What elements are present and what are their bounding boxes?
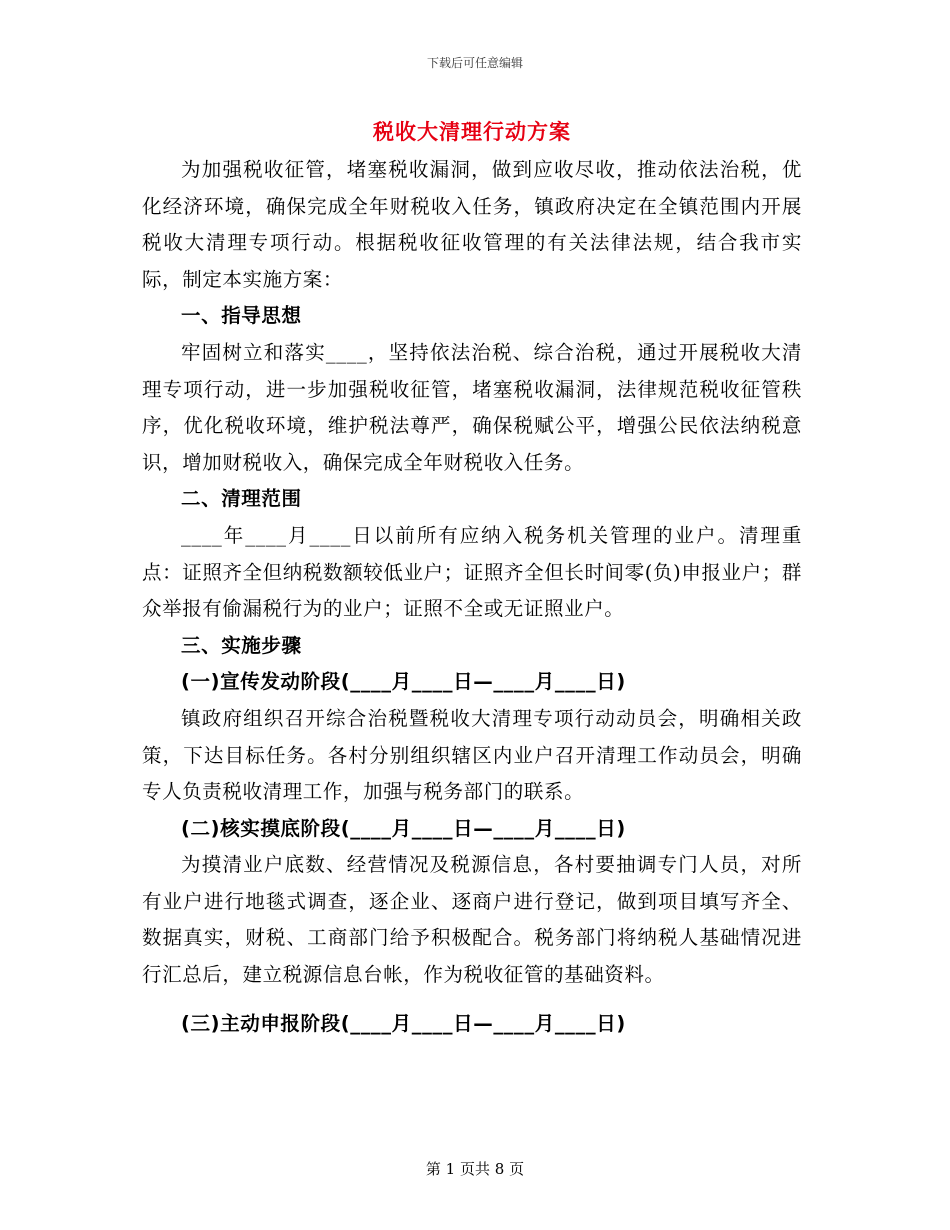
stage-body-publicity: 镇政府组织召开综合治税暨税收大清理专项行动动员会，明确相关政策，下达目标任务。各村分别组织辖区内业户召开清理工作动员会，明确专人负责税收清理工作，加强与税务部门的联系。 [142, 706, 802, 804]
paragraph-spacer [142, 994, 802, 1006]
document-body [142, 112, 802, 1042]
stage-heading-declaration: (三)主动申报阶段(____月____日—____月____日) [181, 1011, 626, 1035]
section-heading-guiding-ideology: 一、指导思想 [181, 304, 302, 328]
section-heading-steps: 三、实施步骤 [181, 633, 302, 657]
stage-heading-publicity: (一)宣传发动阶段(____月____日—____月____日) [181, 670, 626, 694]
page-footer-page-number: 第 1 页共 8 页 [425, 1160, 525, 1178]
section-body-scope: ____年____月____日以前所有应纳入税务机关管理的业户。清理重点：证照齐全但纳税数额较低业户；证照齐全但长时间零(负)申报业户；群众举报有偷漏税行为的业户；证照不全或无证照业户。 [142, 523, 802, 621]
document-title: 税收大清理行动方案 [373, 120, 571, 144]
stage-body-verification: 为摸清业户底数、经营情况及税源信息，各村要抽调专门人员，对所有业户进行地毯式调查，逐企业、逐商户进行登记，做到项目填写齐全、数据真实，财税、工商部门给予积极配合。税务部门将纳税人基础情况进行汇总后，建立税源信息台帐，作为税收征管的基础资料。 [142, 853, 802, 987]
page-header-note: 下载后可任意编辑 [426, 56, 523, 70]
stage-heading-verification: (二)核实摸底阶段(____月____日—____月____日) [181, 816, 626, 840]
section-heading-scope: 二、清理范围 [181, 487, 302, 511]
section-body-guiding-ideology: 牢固树立和落实____，坚持依法治税、综合治税，通过开展税收大清理专项行动，进一步加强税收征管，堵塞税收漏洞，法律规范税收征管秩序，优化税收环境，维护税法尊严，确保税赋公平，增强公民依法纳税意识，增加财税收入，确保完成全年财税收入任务。 [142, 340, 802, 474]
intro-paragraph: 为加强税收征管，堵塞税收漏洞，做到应收尽收，推动依法治税，优化经济环境，确保完成全年财税收入任务，镇政府决定在全镇范围内开展税收大清理专项行动。根据税收征收管理的有关法律法规，结合我市实际，制定本实施方案： [142, 158, 802, 291]
